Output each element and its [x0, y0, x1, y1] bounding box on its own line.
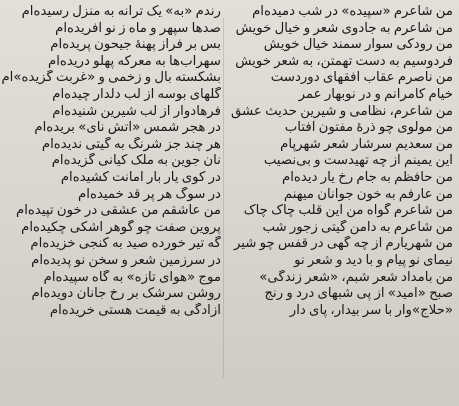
- poem-line: من سعدیم سرشار شعر شهرپام: [280, 136, 453, 152]
- poem-line: بشکسته بال و زخمی و «غربت گزیده»ام: [1, 70, 221, 86]
- poem-line: آزادگی به قیمت هستی خریده‌ام: [49, 302, 221, 318]
- poem-line: روشن سرشک بر رخ جانان دویده‌ام: [31, 286, 221, 302]
- poem-line: من ناصرم عقاب افقهای دوردست: [270, 70, 453, 86]
- poem-columns: [1, 4, 453, 406]
- poem-line: بس بر فراز پهنهٔ جیحون پریده‌ام: [50, 37, 221, 53]
- column-divider: [223, 18, 224, 378]
- poem-line: در سوگ هر پر قد خمیده‌ام: [78, 186, 221, 202]
- poem-line: صبح «امید» از پی شبهای درد و رنج: [264, 286, 453, 302]
- poem-line: پروین صفت چو گوهر اشکی چکیده‌ام: [21, 219, 221, 235]
- poem-line: من شهریارم از چه گهی در قفس چو شیر: [233, 236, 453, 252]
- poem-line: نیمای نو پیام و با دید و شعر نو: [294, 252, 453, 268]
- poem-line: هر چند جز شرنگ به گیتی ندیده‌ام: [41, 136, 221, 152]
- poem-line: من شاعرم «سپیده» در شب دمیده‌ام: [252, 4, 453, 19]
- poem-line: صدها سپهر و ماه ز نو آفریده‌ام: [55, 20, 221, 36]
- poem-line: من عاشقم من عشقی در خون تپیده‌ام: [16, 203, 221, 219]
- poem-line: من مولوی چو ذرهٔ مفتون آفتاب: [284, 120, 453, 136]
- poem-line: من رودکی سوار سمند خیال خویش: [263, 37, 453, 53]
- poem-line: من شاعرم، نظامی و شیرین حدیث عشق: [230, 103, 453, 119]
- poem-line: رندم «به» یک ترانه به منزل رسیده‌ام: [21, 4, 221, 19]
- right-column: [231, 4, 453, 406]
- poem-line: این یمینم از چه تهیدست و بی‌نصیب: [263, 153, 453, 169]
- poem-line: من حافظم به جام رخ یار دیده‌ام: [282, 169, 453, 185]
- poem-line: من شاعرم به دامن گیتی زجور شب: [262, 219, 453, 235]
- poem-line: نان جوین به ملک کیانی گزیده‌ام: [51, 153, 221, 169]
- left-column: [1, 4, 221, 406]
- poem-line: من شاعرم گواه من این قلب چاک چاک: [243, 203, 453, 219]
- poem-line: من بامداد شعر شبم، «شعر زندگی»: [259, 269, 453, 285]
- poem-line: «حلاج»وار با سر بیدار، پای دار: [289, 302, 453, 318]
- poem-line: من شاعرم به جادوی شعر و خیال خویش: [235, 20, 453, 36]
- poem-line: در هجر شمس «آتش نای» بریده‌ام: [34, 120, 221, 136]
- poem-line: سهراب‌ها به معرکه پهلو دریده‌ام: [47, 53, 221, 69]
- poem-line: خیام کامرانم و در نوبهار عمر: [298, 86, 453, 102]
- poem-line: موج «هوای تازه» به گاه سپیده‌ام: [43, 269, 221, 285]
- poem-line: فرهادوار از لب شیرین شنیده‌ام: [52, 103, 221, 119]
- poem-line: گلهای بوسه از لب دلدار چیده‌ام: [52, 86, 221, 102]
- poem-line: در سرزمین شعر و سخن نو پدیده‌ام: [31, 252, 221, 268]
- poem-line: گه تیر خورده صید به کنجی خزیده‌ام: [30, 236, 221, 252]
- poem-line: فردوسیم به دست تهمتن، به شعر خویش: [235, 53, 453, 69]
- poem-line: من عارفم به خون جوانان میهنم: [283, 186, 453, 202]
- poem-line: در کوی یار بار امانت کشیده‌ام: [60, 169, 221, 185]
